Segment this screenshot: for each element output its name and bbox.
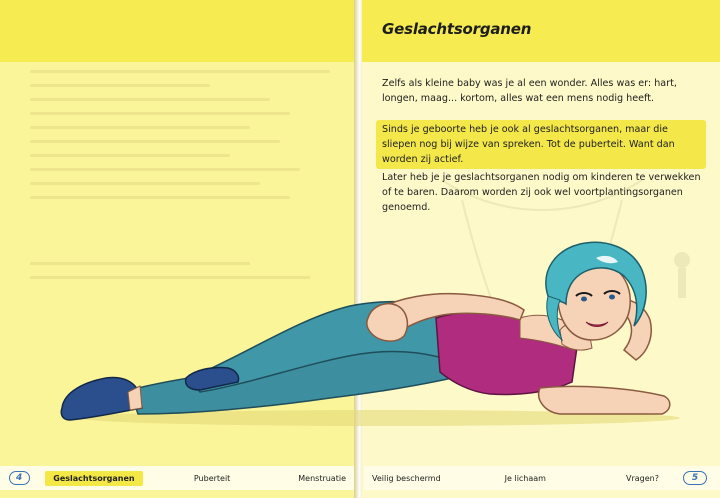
left-page [0,0,358,498]
tab-geslachtsorganen[interactable]: Geslachtsorganen [45,471,142,486]
page-number-left: 4 [9,471,30,485]
tab-je-lichaam[interactable]: Je lichaam [504,473,546,483]
left-top-band [0,0,358,62]
tab-vragen[interactable]: Vragen? [625,473,659,483]
page-number-right: 5 [683,471,707,485]
tab-menstruatie[interactable]: Menstruatie [298,473,346,483]
paragraph-3: Later heb je je geslachtsorganen nodig om kinderen te verwekken of te baren. Daarom worden zij ook wel voortplantingsorganen genoemd. [382,172,701,213]
tab-veilig-beschermd[interactable]: Veilig beschermd [372,473,441,483]
footer-right [364,466,720,490]
show-through-text-block [30,70,350,280]
show-through-text-block-2 [30,262,350,322]
right-page [362,0,720,498]
paragraph-2-highlighted: Sinds je geboorte heb je ook al geslachtsorganen, maar die sliepen nog bij wijze van spreken. Tot de puberteit. Want dan worden zij actief. [376,120,706,169]
footer-left [0,466,354,490]
paragraph-1: Zelfs als kleine baby was je al een wonder. Alles was er: hart, longen, maag... kortom, alles wat een mens nodig heeft. [382,78,677,104]
page-title: Geslachtsorganen [382,20,532,38]
tab-puberteit[interactable]: Puberteit [193,473,231,483]
